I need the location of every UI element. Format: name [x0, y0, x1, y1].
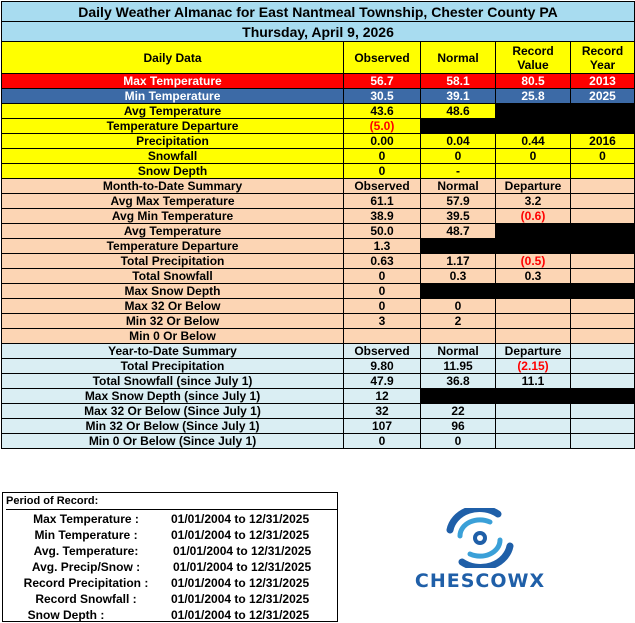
row-label: Min 0 Or Below (Since July 1) — [2, 434, 344, 449]
por-row-avg-precip-snow — [11, 559, 331, 575]
normal-value: 1.17 — [421, 254, 496, 269]
observed-value: 30.5 — [344, 89, 421, 104]
observed-value: 56.7 — [344, 74, 421, 89]
departure-value — [496, 434, 571, 449]
mtd-row-max-32 — [2, 299, 635, 314]
observed-value: 0 — [344, 284, 421, 299]
normal-value: - — [421, 164, 496, 179]
observed-value: 9.80 — [344, 359, 421, 374]
daily-header-row — [2, 42, 635, 74]
mtd-row-avg-temp — [2, 224, 635, 239]
blank-cell — [421, 284, 635, 299]
mtd-row-max-snow-depth — [2, 284, 635, 299]
daily-row-temp-departure — [2, 119, 635, 134]
mtd-row-avg-max — [2, 194, 635, 209]
mtd-header-normal: Normal — [421, 179, 496, 194]
mtd-row-temp-departure — [2, 239, 635, 254]
ytd-header-row — [2, 344, 635, 359]
por-value: 01/01/2004 to 12/31/2025 — [171, 528, 310, 542]
observed-value: 0 — [344, 269, 421, 284]
observed-value: 0.00 — [344, 134, 421, 149]
por-label: Record Snowfall : — [35, 592, 137, 606]
por-row-avg-temp — [11, 543, 331, 559]
row-label: Avg Min Temperature — [2, 209, 344, 224]
ytd-header-observed: Observed — [344, 344, 421, 359]
record-value — [496, 164, 571, 179]
por-row-max-temp — [11, 511, 331, 527]
record-year: 0 — [571, 149, 635, 164]
mtd-row-avg-min — [2, 209, 635, 224]
daily-row-min-temp — [2, 89, 635, 104]
departure-value: (0.5) — [496, 254, 571, 269]
col-header-normal: Normal — [421, 42, 496, 74]
observed-value: 0 — [344, 434, 421, 449]
observed-value: 0.63 — [344, 254, 421, 269]
mtd-header-row — [2, 179, 635, 194]
record-value: 0 — [496, 149, 571, 164]
col-header-observed: Observed — [344, 42, 421, 74]
daily-row-precipitation — [2, 134, 635, 149]
mtd-row-min-0 — [2, 329, 635, 344]
blank-cell — [421, 119, 635, 134]
observed-value: 107 — [344, 419, 421, 434]
observed-value: 12 — [344, 389, 421, 404]
blank-cell — [496, 224, 635, 239]
departure-value: 0.3 — [496, 269, 571, 284]
departure-value — [496, 314, 571, 329]
normal-value: 58.1 — [421, 74, 496, 89]
divider — [6, 509, 337, 510]
row-label: Temperature Departure — [2, 239, 344, 254]
row-label: Total Snowfall — [2, 269, 344, 284]
blank-cell — [571, 269, 635, 284]
mtd-row-total-precip — [2, 254, 635, 269]
normal-value: 0 — [421, 299, 496, 314]
normal-value: 48.7 — [421, 224, 496, 239]
por-row-snow-depth — [11, 607, 331, 623]
record-value: 25.8 — [496, 89, 571, 104]
por-label: Max Temperature : — [33, 512, 139, 526]
row-label: Snowfall — [2, 149, 344, 164]
ytd-row-total-precip — [2, 359, 635, 374]
observed-value: (5.0) — [344, 119, 421, 134]
blank-cell — [571, 374, 635, 389]
departure-value: (0.6) — [496, 209, 571, 224]
por-value: 01/01/2004 to 12/31/2025 — [171, 592, 310, 606]
blank-cell — [571, 194, 635, 209]
blank-cell — [496, 104, 635, 119]
col-header-record-value: Record Value — [496, 42, 571, 74]
mtd-header-observed: Observed — [344, 179, 421, 194]
departure-value — [496, 329, 571, 344]
record-value: 0.44 — [496, 134, 571, 149]
departure-value: (2.15) — [496, 359, 571, 374]
por-value: 01/01/2004 to 12/31/2025 — [171, 608, 310, 622]
blank-cell — [571, 314, 635, 329]
ytd-row-total-snowfall — [2, 374, 635, 389]
row-label: Temperature Departure — [2, 119, 344, 134]
observed-value: 1.3 — [344, 239, 421, 254]
ytd-row-max-snow-depth — [2, 389, 635, 404]
record-value: 80.5 — [496, 74, 571, 89]
observed-value: 47.9 — [344, 374, 421, 389]
observed-value: 61.1 — [344, 194, 421, 209]
por-label: Avg. Precip/Snow : — [31, 560, 141, 574]
observed-value: 43.6 — [344, 104, 421, 119]
row-label: Total Snowfall (since July 1) — [2, 374, 344, 389]
date-row — [2, 22, 635, 42]
row-label: Min 0 Or Below — [2, 329, 344, 344]
departure-value: 3.2 — [496, 194, 571, 209]
observed-value: 3 — [344, 314, 421, 329]
normal-value: 0.3 — [421, 269, 496, 284]
normal-value: 36.8 — [421, 374, 496, 389]
por-value: 01/01/2004 to 12/31/2025 — [173, 544, 312, 558]
row-label: Min 32 Or Below — [2, 314, 344, 329]
col-header-record-year: Record Year — [571, 42, 635, 74]
row-label: Max 32 Or Below — [2, 299, 344, 314]
row-label: Max Temperature — [2, 74, 344, 89]
observed-value: 0 — [344, 299, 421, 314]
blank-cell — [571, 329, 635, 344]
row-label: Total Precipitation — [2, 254, 344, 269]
normal-value: 48.6 — [421, 104, 496, 119]
row-label: Precipitation — [2, 134, 344, 149]
almanac-title: Daily Weather Almanac for East Nantmeal Township, Chester County PA — [2, 2, 635, 22]
observed-value: 32 — [344, 404, 421, 419]
record-year: 2025 — [571, 89, 635, 104]
blank-cell — [571, 209, 635, 224]
normal-value: 22 — [421, 404, 496, 419]
ytd-header-label: Year-to-Date Summary — [2, 344, 344, 359]
por-row-min-temp — [11, 527, 331, 543]
record-year — [571, 164, 635, 179]
blank-cell — [571, 404, 635, 419]
row-label: Avg Max Temperature — [2, 194, 344, 209]
por-label: Record Precipitation : — [23, 576, 149, 590]
normal-value: 0 — [421, 434, 496, 449]
title-row — [2, 2, 635, 22]
daily-row-max-temp — [2, 74, 635, 89]
daily-row-avg-temp — [2, 104, 635, 119]
departure-value — [496, 419, 571, 434]
row-label: Min 32 Or Below (Since July 1) — [2, 419, 344, 434]
ytd-row-min-32 — [2, 419, 635, 434]
mtd-header-label: Month-to-Date Summary — [2, 179, 344, 194]
normal-value — [421, 329, 496, 344]
blank-cell — [571, 254, 635, 269]
row-label: Min Temperature — [2, 89, 344, 104]
blank-cell — [421, 389, 635, 404]
row-label: Avg Temperature — [2, 224, 344, 239]
por-row-record-snowfall — [11, 591, 331, 607]
almanac-table — [1, 1, 635, 449]
logo-text: CHESCOWX — [414, 570, 546, 592]
record-year: 2013 — [571, 74, 635, 89]
row-label: Max 32 Or Below (Since July 1) — [2, 404, 344, 419]
normal-value: 0.04 — [421, 134, 496, 149]
col-header-daily: Daily Data — [2, 42, 344, 74]
por-label: Avg. Temperature: — [33, 544, 139, 558]
blank-cell — [571, 359, 635, 374]
departure-value — [496, 404, 571, 419]
normal-value: 39.5 — [421, 209, 496, 224]
ytd-row-min-0 — [2, 434, 635, 449]
por-value: 01/01/2004 to 12/31/2025 — [171, 512, 310, 526]
departure-value — [496, 299, 571, 314]
normal-value: 2 — [421, 314, 496, 329]
blank-cell — [571, 179, 635, 194]
ytd-row-max-32 — [2, 404, 635, 419]
blank-cell — [571, 344, 635, 359]
por-label: Min Temperature : — [34, 528, 138, 542]
por-label: Snow Depth : — [27, 608, 105, 622]
hurricane-swirl-icon — [380, 508, 580, 568]
departure-value: 11.1 — [496, 374, 571, 389]
mtd-row-min-32 — [2, 314, 635, 329]
blank-cell — [571, 419, 635, 434]
observed-value: 38.9 — [344, 209, 421, 224]
row-label: Avg Temperature — [2, 104, 344, 119]
row-label: Max Snow Depth — [2, 284, 344, 299]
observed-value: 0 — [344, 149, 421, 164]
mtd-header-departure: Departure — [496, 179, 571, 194]
row-label: Total Precipitation — [2, 359, 344, 374]
almanac-date: Thursday, April 9, 2026 — [2, 22, 635, 42]
daily-row-snow-depth — [2, 164, 635, 179]
por-value: 01/01/2004 to 12/31/2025 — [171, 576, 310, 590]
row-label: Max Snow Depth (since July 1) — [2, 389, 344, 404]
period-of-record-title: Period of Record: — [6, 495, 99, 507]
normal-value: 11.95 — [421, 359, 496, 374]
normal-value: 39.1 — [421, 89, 496, 104]
observed-value: 50.0 — [344, 224, 421, 239]
por-value: 01/01/2004 to 12/31/2025 — [173, 560, 312, 574]
por-row-record-precip — [11, 575, 331, 591]
ytd-header-normal: Normal — [421, 344, 496, 359]
blank-cell — [571, 434, 635, 449]
chescowx-logo — [380, 508, 580, 594]
blank-cell — [421, 239, 635, 254]
normal-value: 96 — [421, 419, 496, 434]
normal-value: 0 — [421, 149, 496, 164]
blank-cell — [571, 299, 635, 314]
daily-row-snowfall — [2, 149, 635, 164]
observed-value: 0 — [344, 164, 421, 179]
row-label: Snow Depth — [2, 164, 344, 179]
observed-value — [344, 329, 421, 344]
period-of-record-box — [2, 492, 338, 622]
ytd-header-departure: Departure — [496, 344, 571, 359]
mtd-row-total-snowfall — [2, 269, 635, 284]
record-year: 2016 — [571, 134, 635, 149]
normal-value: 57.9 — [421, 194, 496, 209]
